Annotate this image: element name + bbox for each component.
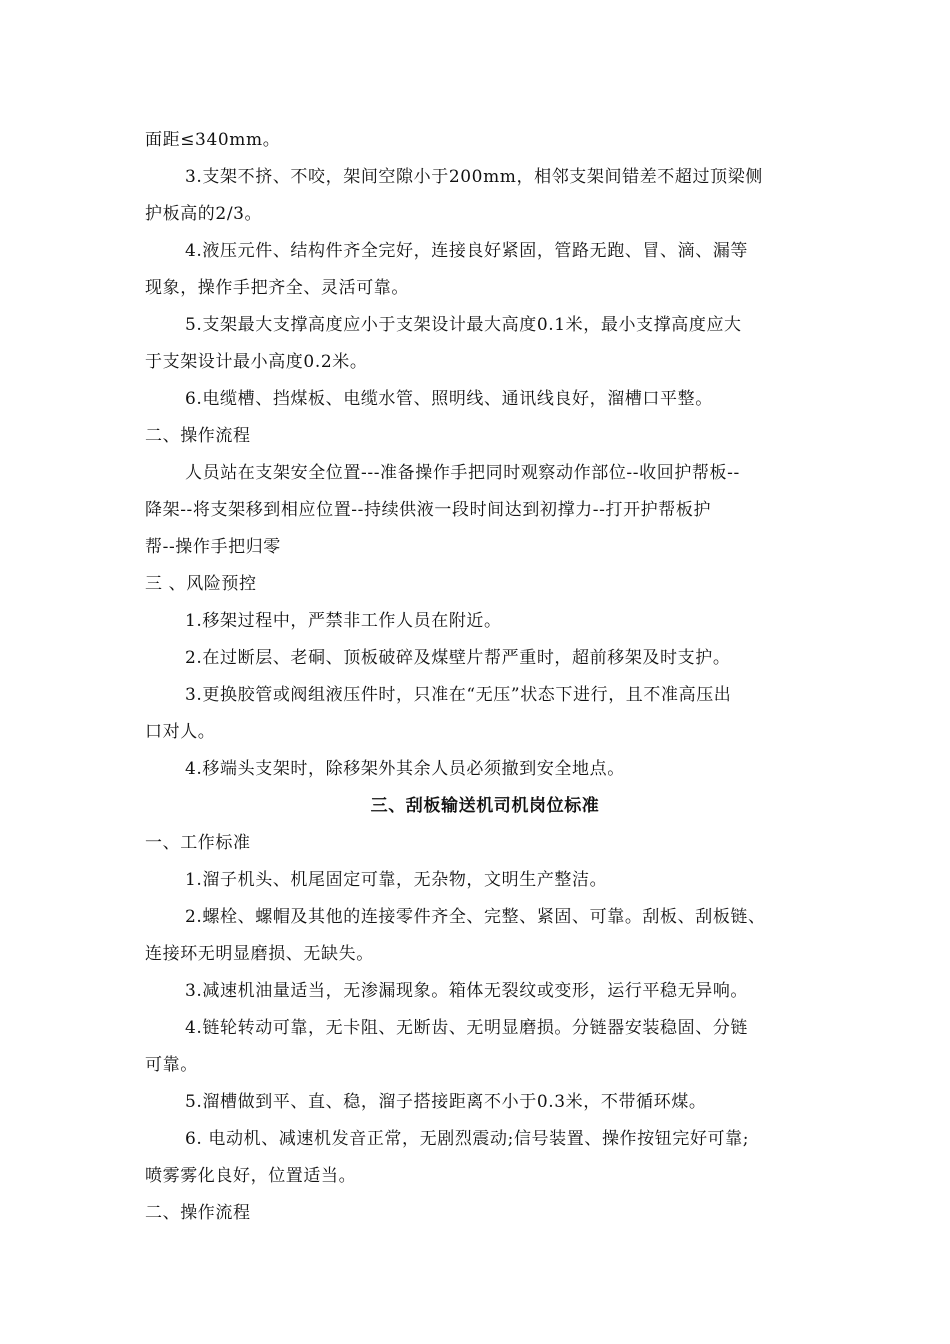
list-item: 4.液压元件、结构件齐全完好，连接良好紧固，管路无跑、冒、滴、漏等 xyxy=(185,241,749,261)
list-item: 3.减速机油量适当，无渗漏现象。箱体无裂纹或变形，运行平稳无异响。 xyxy=(185,981,749,1001)
list-item: 6.电缆槽、挡煤板、电缆水管、照明线、通讯线良好，溜槽口平整。 xyxy=(185,389,713,409)
list-item: 6. 电动机、减速机发音正常，无剧烈震动;信号装置、操作按钮完好可靠; xyxy=(185,1129,750,1149)
list-item: 4.链轮转动可靠，无卡阻、无断齿、无明显磨损。分链器安装稳固、分链 xyxy=(185,1018,749,1038)
list-item: 2.在过断层、老硐、顶板破碎及煤壁片帮严重时，超前移架及时支护。 xyxy=(185,648,731,668)
chapter-title: 三、刮板输送机司机岗位标准 xyxy=(370,796,600,816)
text-line: 连接环无明显磨损、无缺失。 xyxy=(145,944,374,964)
section-heading: 二、操作流程 xyxy=(145,426,251,446)
text-line: 降架--将支架移到相应位置--持续供液一段时间达到初撑力--打开护帮板护 xyxy=(145,500,712,520)
list-item: 4.移端头支架时，除移架外其余人员必须撤到安全地点。 xyxy=(185,759,625,779)
section-heading: 一、工作标准 xyxy=(145,833,251,853)
list-item: 2.螺栓、螺帽及其他的连接零件齐全、完整、紧固、可靠。刮板、刮板链、 xyxy=(185,907,766,927)
text-line: 现象，操作手把齐全、灵活可靠。 xyxy=(145,278,409,298)
text-line: 于支架设计最小高度0.2米。 xyxy=(145,352,368,372)
list-item: 5.支架最大支撑高度应小于支架设计最大高度0.1米，最小支撑高度应大 xyxy=(185,315,742,335)
text-line: 喷雾雾化良好，位置适当。 xyxy=(145,1166,357,1186)
paragraph-line: 人员站在支架安全位置---准备操作手把同时观察动作部位--收回护帮板-- xyxy=(185,463,740,483)
document-page xyxy=(145,122,825,1232)
list-item: 3.支架不挤、不咬，架间空隙小于200mm，相邻支架间错差不超过顶梁侧 xyxy=(185,167,763,187)
text-line: 帮--操作手把归零 xyxy=(145,537,281,557)
list-item: 1.溜子机头、机尾固定可靠，无杂物，文明生产整洁。 xyxy=(185,870,608,890)
text-line: 面距≤340mm。 xyxy=(145,130,281,150)
section-heading: 二、操作流程 xyxy=(145,1203,251,1223)
text-line: 可靠。 xyxy=(145,1055,198,1075)
text-line: 口对人。 xyxy=(145,722,216,742)
list-item: 1.移架过程中，严禁非工作人员在附近。 xyxy=(185,611,502,631)
section-heading: 三 、风险预控 xyxy=(145,574,257,594)
list-item: 3.更换胶管或阀组液压件时，只准在“无压”状态下进行，且不准高压出 xyxy=(185,685,732,705)
list-item: 5.溜槽做到平、直、稳，溜子搭接距离不小于0.3米，不带循环煤。 xyxy=(185,1092,707,1112)
text-line: 护板高的2/3。 xyxy=(145,204,263,224)
